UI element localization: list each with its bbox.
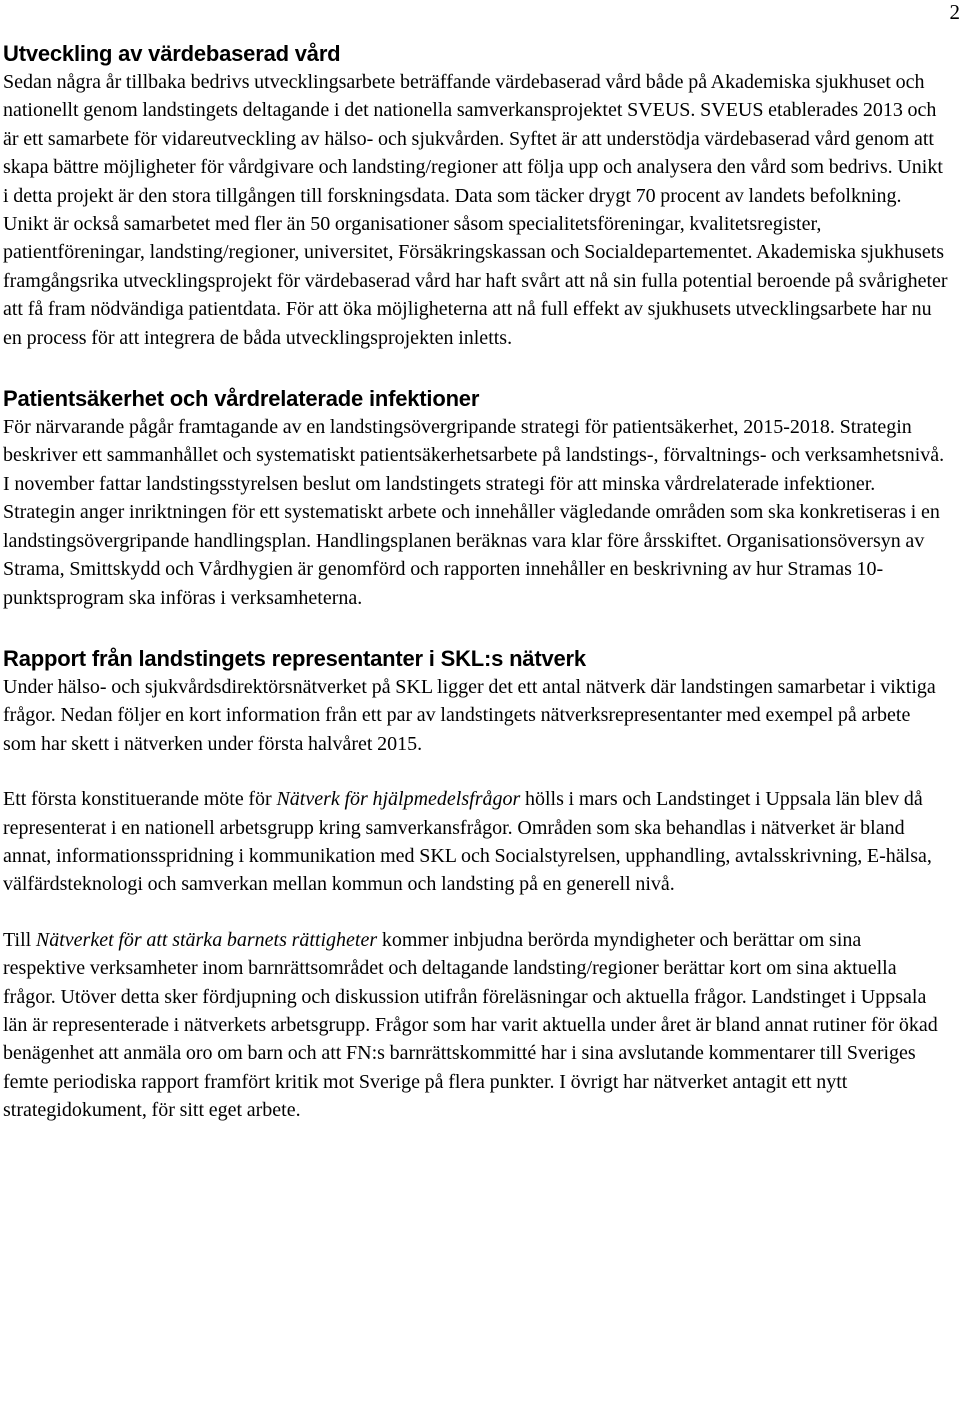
network-barnets-rattigheter-paragraph <box>3 926 948 1125</box>
network-name: Nätverket för att stärka barnets rättigheter <box>35 928 378 951</box>
section-heading: Utveckling av värdebaserad vård <box>3 41 341 66</box>
section-paragraph: Sedan några år tillbaka bedrivs utvecklingsarbete beträffande värdebaserad vård både på Akademiska sjukhuset och nationellt genom landstingets deltagande i det nationella samverkansprojektet SVEUS. SVEUS etablerades 2013 och är ett samarbete för vidareutveckling av hälso- och sjukvården. Syftet är att understödja värdebaserad vård genom att skapa bättre möjligheter för vårdgivare och landsting/regioner att följa upp och analysera den vård som bedrivs. Unikt i detta projekt är den stora tillgången till forskningsdata. Data som täcker drygt 70 procent av landets befolkning. Unikt är också samarbetet med fler än 50 organisationer såsom specialitetsföreningar, kvalitetsregister, patientföreningar, landsting/regioner, universitet, Försäkringskassan och Socialdepartementet. Akademiska sjukhusets framgångsrika utvecklingsprojekt för värdebaserad vård har haft svårt att nå sin fulla potential beroende på svårigheter att få fram nödvändiga patientdata. För att öka möjligheterna att nå full effekt av sjukhusets utvecklingsarbete har nu en process för att integrera de båda utvecklingsprojekten inletts. <box>3 71 948 349</box>
section-patientsakerhet <box>3 385 948 612</box>
page-number: 2 <box>949 0 960 24</box>
paragraph-text: hölls i mars och Landstinget i Uppsala län blev då representerat i en nationell arbetsgrupp kring samverkansfrågor. Områden som ska behandlas i nätverket är bland annat, informationsspridning i kommunikation med SKL och Socialstyrelsen, upphandling, avtalsskrivning, E-hälsa, välfärdsteknologi och samverkan mellan kommun och landsting på en generell nivå. <box>3 788 932 896</box>
network-hjalpmedel-paragraph <box>3 785 948 899</box>
paragraph-text: Ett första konstituerande möte för <box>3 788 277 811</box>
section-heading: Patientsäkerhet och vårdrelaterade infektioner <box>3 386 480 412</box>
section-paragraph: För närvarande pågår framtagande av en landstingsövergripande strategi för patientsäkerhet, 2015-2018. Strategin beskriver ett sammanhållet och systematiskt patientsäkerhetsarbete på landstings-, förvaltnings- och verksamhetsnivå. I november fattar landstingsstyrelsen beslut om landstingets strategi för att minska vårdrelaterade infektioner. Strategin anger inriktningen för ett systematiskt arbete och innehåller vägledande områden som ska konkretiseras i en landstingsövergripande handlingsplan. Handlingsplanen beräknas vara klar före årsskiftet. Organisationsöversyn av Strama, Smittskydd och Vårdhygien är genomförd och rapporten innehåller en beskrivning av hur Stramas 10-punktsprogram ska införas i verksamheterna. <box>3 416 945 609</box>
paragraph-text: Till <box>3 928 36 951</box>
section-intro-paragraph: Under hälso- och sjukvårdsdirektörsnätverket på SKL ligger det ett antal nätverk där landstingen samarbetar i viktiga frågor. Nedan följer en kort information från ett par av landstingets nätverksrepresentanter med exempel på arbete som har skett i nätverken under första halvåret 2015. <box>3 675 936 755</box>
paragraph-text: kommer inbjudna berörda myndigheter och berättar om sina respektive verksamheter inom barnrättsområdet och deltagande landsting/regioner berättar kort om sina aktuella frågor. Utöver detta sker fördjupning och diskussion utifrån föreläsningar och aktuella frågor. Landstinget i Uppsala län är representerade i nätverkets arbetsgrupp. Frågor som har varit aktuella under året är bland annat rutiner för ökad benägenhet att anmäla oro om barn och att FN:s barnrättskommitté har i sina avslutande kommentarer till Sveriges femte periodiska rapport framfört kritik mot Sverige på flera punkter. I övrigt har nätverket antagit ett nytt strategidokument, för sitt eget arbete. <box>3 928 938 1122</box>
section-heading: Rapport från landstingets representanter i SKL:s nätverk <box>3 645 586 671</box>
document-body <box>3 40 948 1125</box>
section-vardebaserad-vard <box>3 40 948 352</box>
section-skl-natverk <box>3 645 948 1125</box>
network-name: Nätverk för hjälpmedelsfrågor <box>276 788 521 811</box>
